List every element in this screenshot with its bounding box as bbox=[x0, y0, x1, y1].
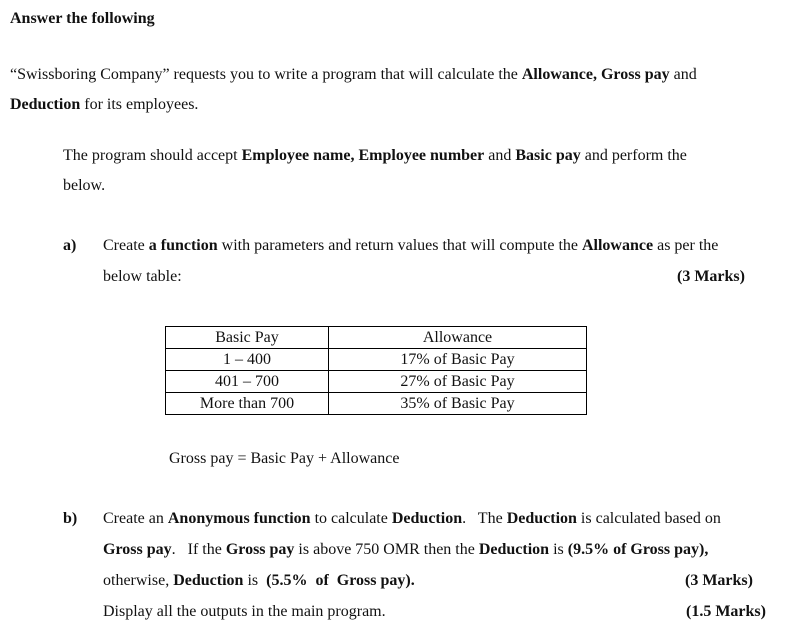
part-b-display-marks: (1.5 Marks) bbox=[686, 603, 766, 620]
part-a-bold-b: a function bbox=[148, 237, 218, 254]
part-b-text-g: is calculated based on bbox=[576, 510, 721, 527]
intro-bold-terms: Allowance, Gross pay bbox=[521, 66, 670, 83]
part-a-line-1 bbox=[103, 236, 718, 256]
program-text-a: The program should accept bbox=[63, 147, 242, 164]
intro-text-2: for its employees. bbox=[80, 96, 199, 113]
heading: Answer the following bbox=[10, 10, 155, 27]
intro-deduction: Deduction bbox=[10, 96, 81, 113]
program-line-1 bbox=[63, 146, 687, 166]
part-b-line-2 bbox=[103, 540, 708, 560]
part-b-line-4: Display all the outputs in the main program. bbox=[103, 603, 386, 620]
intro-line-1 bbox=[10, 65, 697, 85]
gross-pay-formula: Gross pay = Basic Pay + Allowance bbox=[169, 450, 400, 467]
header-allowance: Allowance bbox=[329, 327, 587, 349]
part-b-bold-l2a: Gross pay bbox=[103, 541, 172, 558]
part-a-label: a) bbox=[63, 237, 77, 254]
part-a-text-e: as per the bbox=[653, 237, 719, 254]
part-a-line-2: below table: bbox=[103, 268, 182, 285]
part-a-text-a: Create bbox=[103, 237, 149, 254]
part-b-text-e: . The bbox=[462, 510, 507, 527]
program-text-c: and bbox=[484, 147, 516, 164]
part-b-marks: (3 Marks) bbox=[685, 572, 753, 589]
part-b-bold-l2e: Deduction bbox=[478, 541, 550, 558]
part-b-bold-b: Anonymous function bbox=[167, 510, 311, 527]
part-b-bold-l3b: Deduction bbox=[173, 572, 244, 589]
header-basic-pay: Basic Pay bbox=[166, 327, 329, 349]
part-b-text-l2b: . If the bbox=[171, 541, 226, 558]
part-b-line-3 bbox=[103, 571, 415, 591]
cell-allowance: 17% of Basic Pay bbox=[329, 349, 587, 371]
table-header-row bbox=[166, 327, 587, 349]
part-b-bold-d: Deduction bbox=[391, 510, 463, 527]
table-row bbox=[166, 371, 587, 393]
program-line-2: below. bbox=[63, 177, 106, 194]
part-b-label: b) bbox=[63, 510, 78, 527]
part-b-line-1 bbox=[103, 509, 721, 529]
intro-text: “Swissboring Company” requests you to write a program that will calculate the bbox=[10, 66, 522, 83]
part-b-text-l3a: otherwise, bbox=[103, 572, 174, 589]
program-text-e: and perform the bbox=[580, 147, 687, 164]
part-a-marks: (3 Marks) bbox=[677, 268, 745, 285]
table-row bbox=[166, 393, 587, 415]
part-b-text-c: to calculate bbox=[310, 510, 392, 527]
intro-line-2 bbox=[10, 95, 198, 115]
part-b-bold-l3d: (5.5% of Gross pay). bbox=[266, 572, 415, 589]
part-b-text-l2d: is above 750 OMR then the bbox=[294, 541, 479, 558]
cell-range: More than 700 bbox=[166, 393, 329, 415]
cell-range: 1 – 400 bbox=[166, 349, 329, 371]
intro-text-end: and bbox=[669, 66, 697, 83]
part-a-text-c: with parameters and return values that will compute the bbox=[217, 237, 582, 254]
program-bold-d: Basic pay bbox=[515, 147, 581, 164]
part-b-bold-f: Deduction bbox=[506, 510, 577, 527]
part-b-text-a: Create an bbox=[103, 510, 168, 527]
part-a-bold-d: Allowance bbox=[581, 237, 654, 254]
part-b-bold-l2c: Gross pay bbox=[225, 541, 295, 558]
cell-range: 401 – 700 bbox=[166, 371, 329, 393]
part-b-text-l3c: is bbox=[243, 572, 267, 589]
program-bold-b: Employee name, Employee number bbox=[241, 147, 485, 164]
part-b-text-l2f: is bbox=[549, 541, 568, 558]
part-b-bold-l2g: (9.5% of Gross pay), bbox=[567, 541, 709, 558]
allowance-table bbox=[165, 326, 587, 415]
table-row bbox=[166, 349, 587, 371]
cell-allowance: 27% of Basic Pay bbox=[329, 371, 587, 393]
cell-allowance: 35% of Basic Pay bbox=[329, 393, 587, 415]
